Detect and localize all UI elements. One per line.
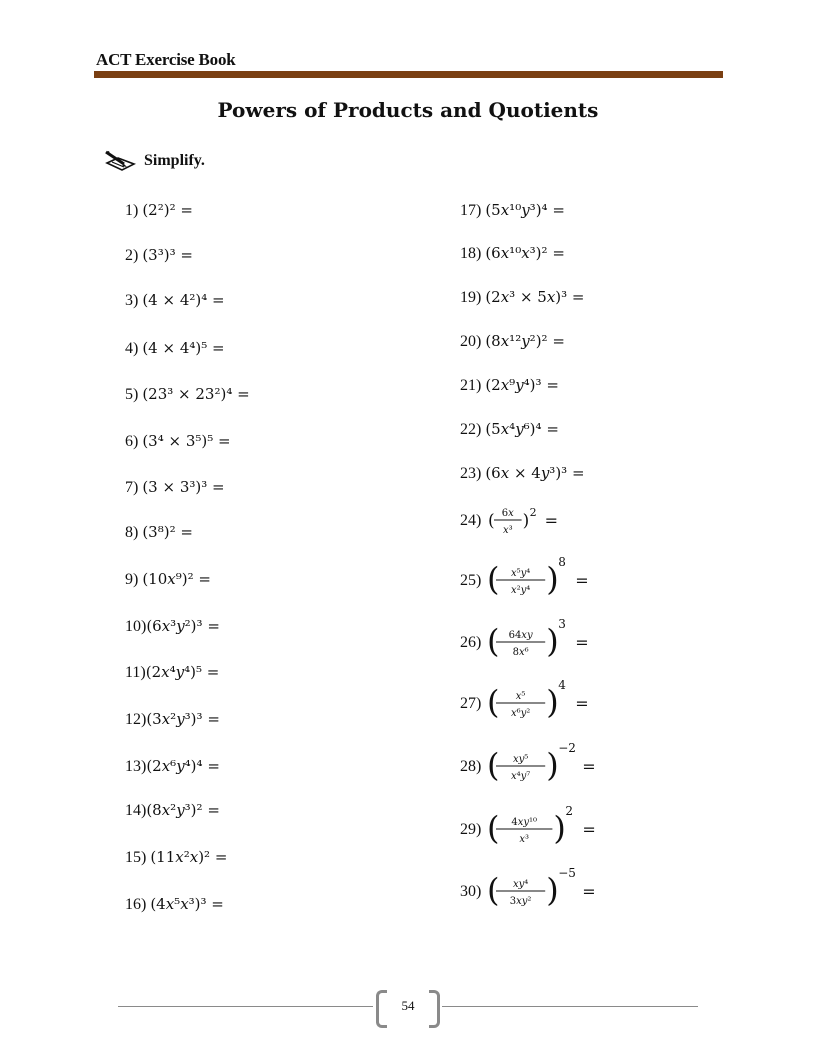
fraction-problem-25-exponent: 8 — [558, 555, 566, 569]
fraction-problem-29-number: 29) — [460, 821, 482, 838]
problem-3: 3) (4 × 4²)⁴ = — [125, 291, 225, 309]
problem-19: 19) (2𝑥³ × 5𝑥)³ = — [460, 288, 585, 306]
fraction-problem-25-denominator: 𝑥²𝑦⁴ — [510, 585, 531, 596]
fraction-problem-26-exponent: 3 — [558, 617, 566, 631]
fraction-problem-27-numerator: 𝑥⁵ — [515, 691, 526, 702]
fraction-problem-27-close-paren: ) — [546, 683, 559, 721]
footer-rule-right — [442, 1006, 698, 1007]
problem-2: 2) (3³)³ = — [125, 246, 193, 264]
fraction-problem-24-exponent: 2 — [529, 506, 537, 519]
fraction-problem-26-equals: = — [575, 633, 589, 652]
page-title: Powers of Products and Quotients — [217, 98, 599, 122]
problem-18: 18) (6𝑥¹⁰𝑥³)² = — [460, 244, 565, 262]
fraction-problem-25-numerator: 𝑥⁵𝑦⁴ — [510, 568, 531, 579]
fraction-problem-25-number: 25) — [460, 572, 482, 589]
problem-10: 10)(6𝑥³𝑦²)³ = — [125, 617, 220, 635]
problem-13: 13)(2𝑥⁶𝑦⁴)⁴ = — [125, 757, 220, 775]
fraction-problem-28-open-paren: ( — [487, 746, 500, 784]
fraction-problem-24-open-paren: ( — [488, 511, 495, 531]
fraction-problem-26-denominator: 8𝑥⁶ — [512, 647, 529, 658]
fraction-problem-24-close-paren: ) — [522, 511, 530, 531]
problem-14: 14)(8𝑥²𝑦³)² = — [125, 801, 220, 819]
problem-17: 17) (5𝑥¹⁰𝑦³)⁴ = — [460, 201, 565, 219]
fraction-problem-24-denominator: 𝑥³ — [502, 525, 513, 536]
problem-15: 15) (11𝑥²𝑥)² = — [125, 848, 228, 866]
fraction-problem-28-close-paren: ) — [546, 746, 559, 784]
page-number-frame — [376, 990, 440, 1024]
fraction-problem-30-denominator: 3𝑥𝑦² — [509, 896, 532, 907]
fraction-problem-27-open-paren: ( — [487, 683, 500, 721]
fraction-problem-28-numerator: 𝑥𝑦⁵ — [512, 754, 529, 765]
problem-16: 16) (4𝑥⁵𝑥³)³ = — [125, 895, 224, 913]
fraction-problem-26-close-paren: ) — [546, 622, 559, 660]
fraction-problem-26-open-paren: ( — [487, 622, 500, 660]
problem-6: 6) (3⁴ × 3⁵)⁵ = — [125, 432, 231, 450]
fraction-problem-29-exponent: 2 — [565, 804, 574, 818]
fraction-problem-30-close-paren: ) — [546, 871, 559, 909]
fraction-problem-30-open-paren: ( — [487, 871, 500, 909]
fraction-problem-26-numerator: 64𝑥𝑦 — [508, 630, 533, 641]
fraction-problem-28-exponent: −2 — [558, 741, 576, 755]
fraction-problem-30-equals: = — [582, 882, 596, 901]
problem-22: 22) (5𝑥⁴𝑦⁶)⁴ = — [460, 420, 559, 438]
fraction-problem-27-number: 27) — [460, 695, 482, 712]
fraction-problem-25-open-paren: ( — [487, 560, 500, 598]
fraction-problem-29-equals: = — [582, 820, 596, 839]
problem-12: 12)(3𝑥²𝑦³)³ = — [125, 710, 220, 728]
fraction-problem-28-equals: = — [582, 757, 596, 776]
problem-20: 20) (8𝑥¹²𝑦²)² = — [460, 332, 565, 350]
fraction-problem-29-numerator: 4𝑥𝑦¹⁰ — [511, 817, 538, 828]
problem-4: 4) (4 × 4⁴)⁵ = — [125, 339, 225, 357]
problem-8: 8) (3⁸)² = — [125, 523, 193, 541]
problem-1: 1) (2²)² = — [125, 201, 193, 219]
fraction-problem-25-equals: = — [575, 571, 589, 590]
fraction-problem-24-equals: = — [544, 511, 559, 530]
footer-rule-left — [118, 1006, 373, 1007]
problem-9: 9) (10𝑥⁹)² = — [125, 570, 211, 588]
fraction-problem-28-number: 28) — [460, 758, 482, 775]
problem-5: 5) (23³ × 23²)⁴ = — [125, 385, 250, 403]
instruction-text: Simplify. — [144, 152, 205, 169]
fraction-problem-28-denominator: 𝑥⁴𝑦⁷ — [510, 771, 531, 782]
fraction-problem-27-exponent: 4 — [558, 678, 566, 692]
fraction-problem-25-close-paren: ) — [546, 560, 559, 598]
fraction-problem-30-number: 30) — [460, 883, 482, 900]
fraction-problem-24-numerator: 6𝑥 — [501, 508, 514, 519]
problem-11: 11)(2𝑥⁴𝑦⁴)⁵ = — [125, 663, 220, 681]
page-number: 54 — [401, 998, 415, 1013]
fraction-problem-26-number: 26) — [460, 634, 482, 651]
fraction-problem-24-number: 24) — [460, 512, 482, 529]
fraction-problem-27-equals: = — [575, 694, 589, 713]
problem-7: 7) (3 × 3³)³ = — [125, 478, 225, 496]
fraction-problem-29-close-paren: ) — [553, 809, 566, 847]
problem-21: 21) (2𝑥⁹𝑦⁴)³ = — [460, 376, 559, 394]
fraction-problem-27-denominator: 𝑥⁶𝑦² — [510, 708, 531, 719]
fraction-problem-30-numerator: 𝑥𝑦⁴ — [512, 879, 529, 890]
header-title: ACT Exercise Book — [96, 50, 236, 69]
problem-23: 23) (6𝑥 × 4𝑦³)³ = — [460, 464, 585, 482]
fraction-problem-30-exponent: −5 — [558, 866, 576, 880]
fraction-problem-29-open-paren: ( — [487, 809, 500, 847]
fraction-problem-29-denominator: 𝑥³ — [519, 834, 530, 845]
